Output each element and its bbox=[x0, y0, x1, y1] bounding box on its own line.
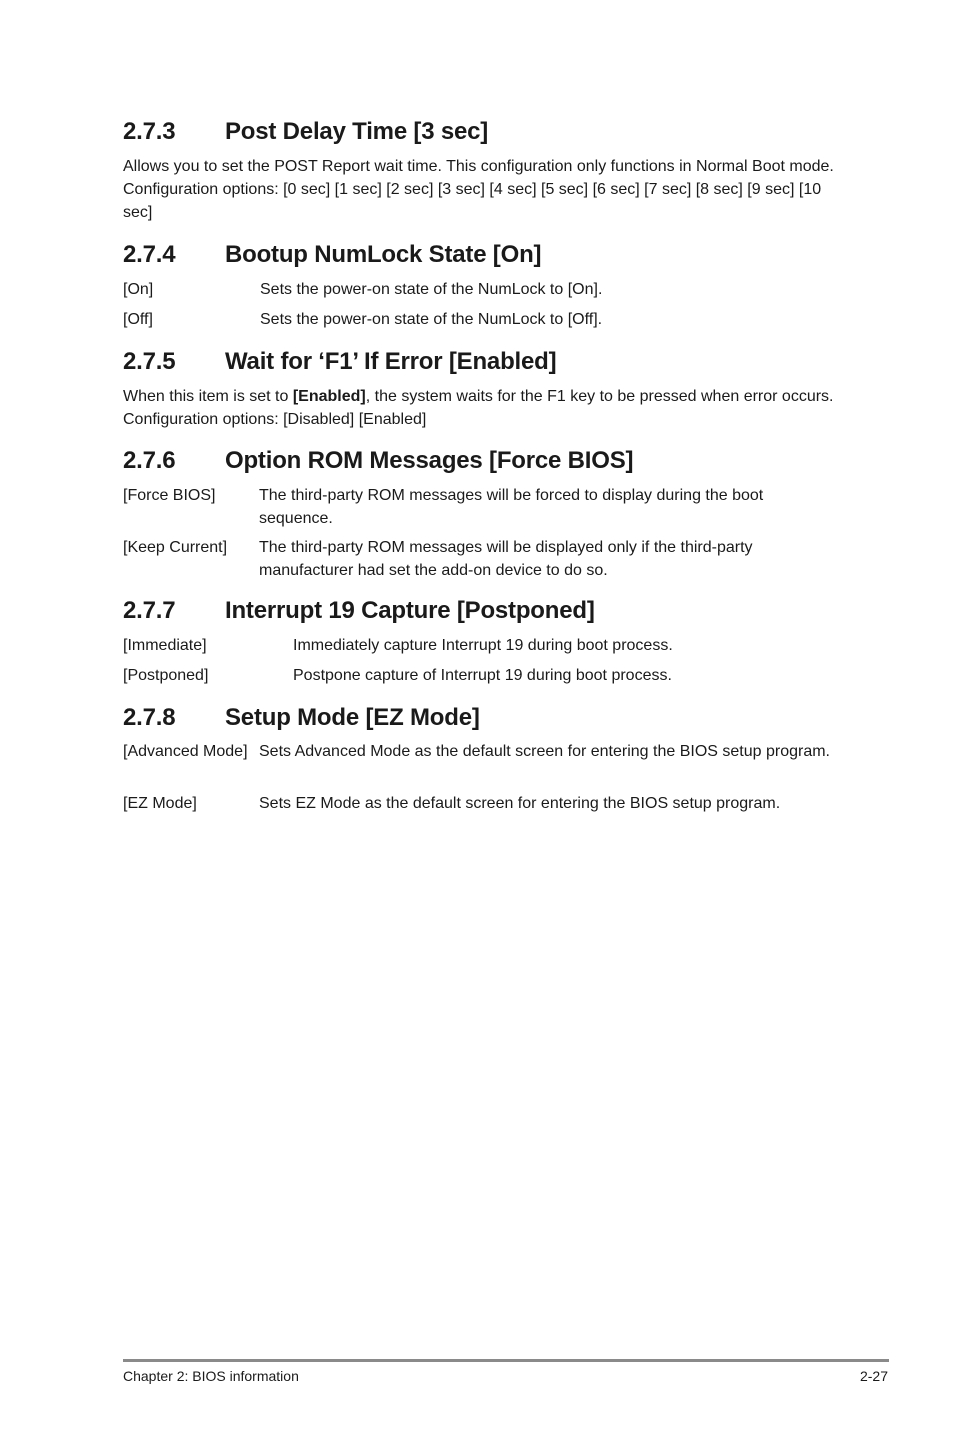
footer-divider bbox=[123, 1359, 889, 1362]
section-title: Interrupt 19 Capture [Postponed] bbox=[225, 597, 595, 624]
option-key: [Postponed] bbox=[123, 667, 209, 684]
option-desc: Sets Advanced Mode as the default screen for entering the BIOS setup program. bbox=[259, 743, 830, 760]
section-paragraph: Allows you to set the POST Report wait time. This configuration only functions in Normal Boot mode. Configuration options: [0 sec] [1 sec] [2 sec] [3 sec] [4 sec] [5 sec] [6 sec] [7 sec] [8 sec] [9 sec] [10 sec] bbox=[123, 158, 834, 221]
option-desc: Sets the power-on state of the NumLock to [On]. bbox=[260, 281, 603, 298]
option-key: [Immediate] bbox=[123, 637, 207, 654]
section-number: 2.7.7 bbox=[123, 597, 176, 624]
section-title: Wait for ‘F1’ If Error [Enabled] bbox=[225, 348, 557, 375]
section-number: 2.7.8 bbox=[123, 704, 176, 731]
section-title: Bootup NumLock State [On] bbox=[225, 241, 542, 268]
option-desc: The third-party ROM messages will be forced to display during the boot sequence. bbox=[259, 487, 764, 527]
footer-page-number: 2-27 bbox=[859, 1368, 888, 1384]
footer-chapter: Chapter 2: BIOS information bbox=[123, 1368, 299, 1384]
section-number: 2.7.4 bbox=[123, 241, 176, 268]
option-key: [EZ Mode] bbox=[123, 795, 197, 812]
section-title: Post Delay Time [3 sec] bbox=[225, 118, 489, 145]
section-number: 2.7.6 bbox=[123, 447, 176, 474]
option-key: [Off] bbox=[123, 311, 153, 328]
section-number: 2.7.3 bbox=[123, 118, 176, 145]
option-desc: Postpone capture of Interrupt 19 during boot process. bbox=[293, 667, 672, 684]
option-desc: The third-party ROM messages will be displayed only if the third-party manufacturer had set the add-on device to do so. bbox=[259, 539, 753, 579]
option-key: [Force BIOS] bbox=[123, 487, 216, 504]
paragraph-text: , the system waits for the F1 key to be pressed when error occurs. Configuration options: [Disabled] [Enabled] bbox=[123, 388, 834, 428]
section-paragraph bbox=[123, 385, 838, 431]
option-key: [Advanced Mode] bbox=[123, 743, 248, 760]
paragraph-text: When this item is set to bbox=[123, 388, 293, 405]
option-desc: Immediately capture Interrupt 19 during boot process. bbox=[293, 637, 673, 654]
section-number: 2.7.5 bbox=[123, 348, 176, 375]
section-title: Setup Mode [EZ Mode] bbox=[225, 704, 480, 731]
option-desc: Sets the power-on state of the NumLock to [Off]. bbox=[260, 311, 603, 328]
section-title: Option ROM Messages [Force BIOS] bbox=[225, 447, 634, 474]
option-key: [Keep Current] bbox=[123, 539, 228, 556]
paragraph-bold-value: [Enabled] bbox=[292, 388, 366, 405]
option-desc: Sets EZ Mode as the default screen for entering the BIOS setup program. bbox=[259, 795, 781, 812]
option-key: [On] bbox=[123, 281, 154, 298]
